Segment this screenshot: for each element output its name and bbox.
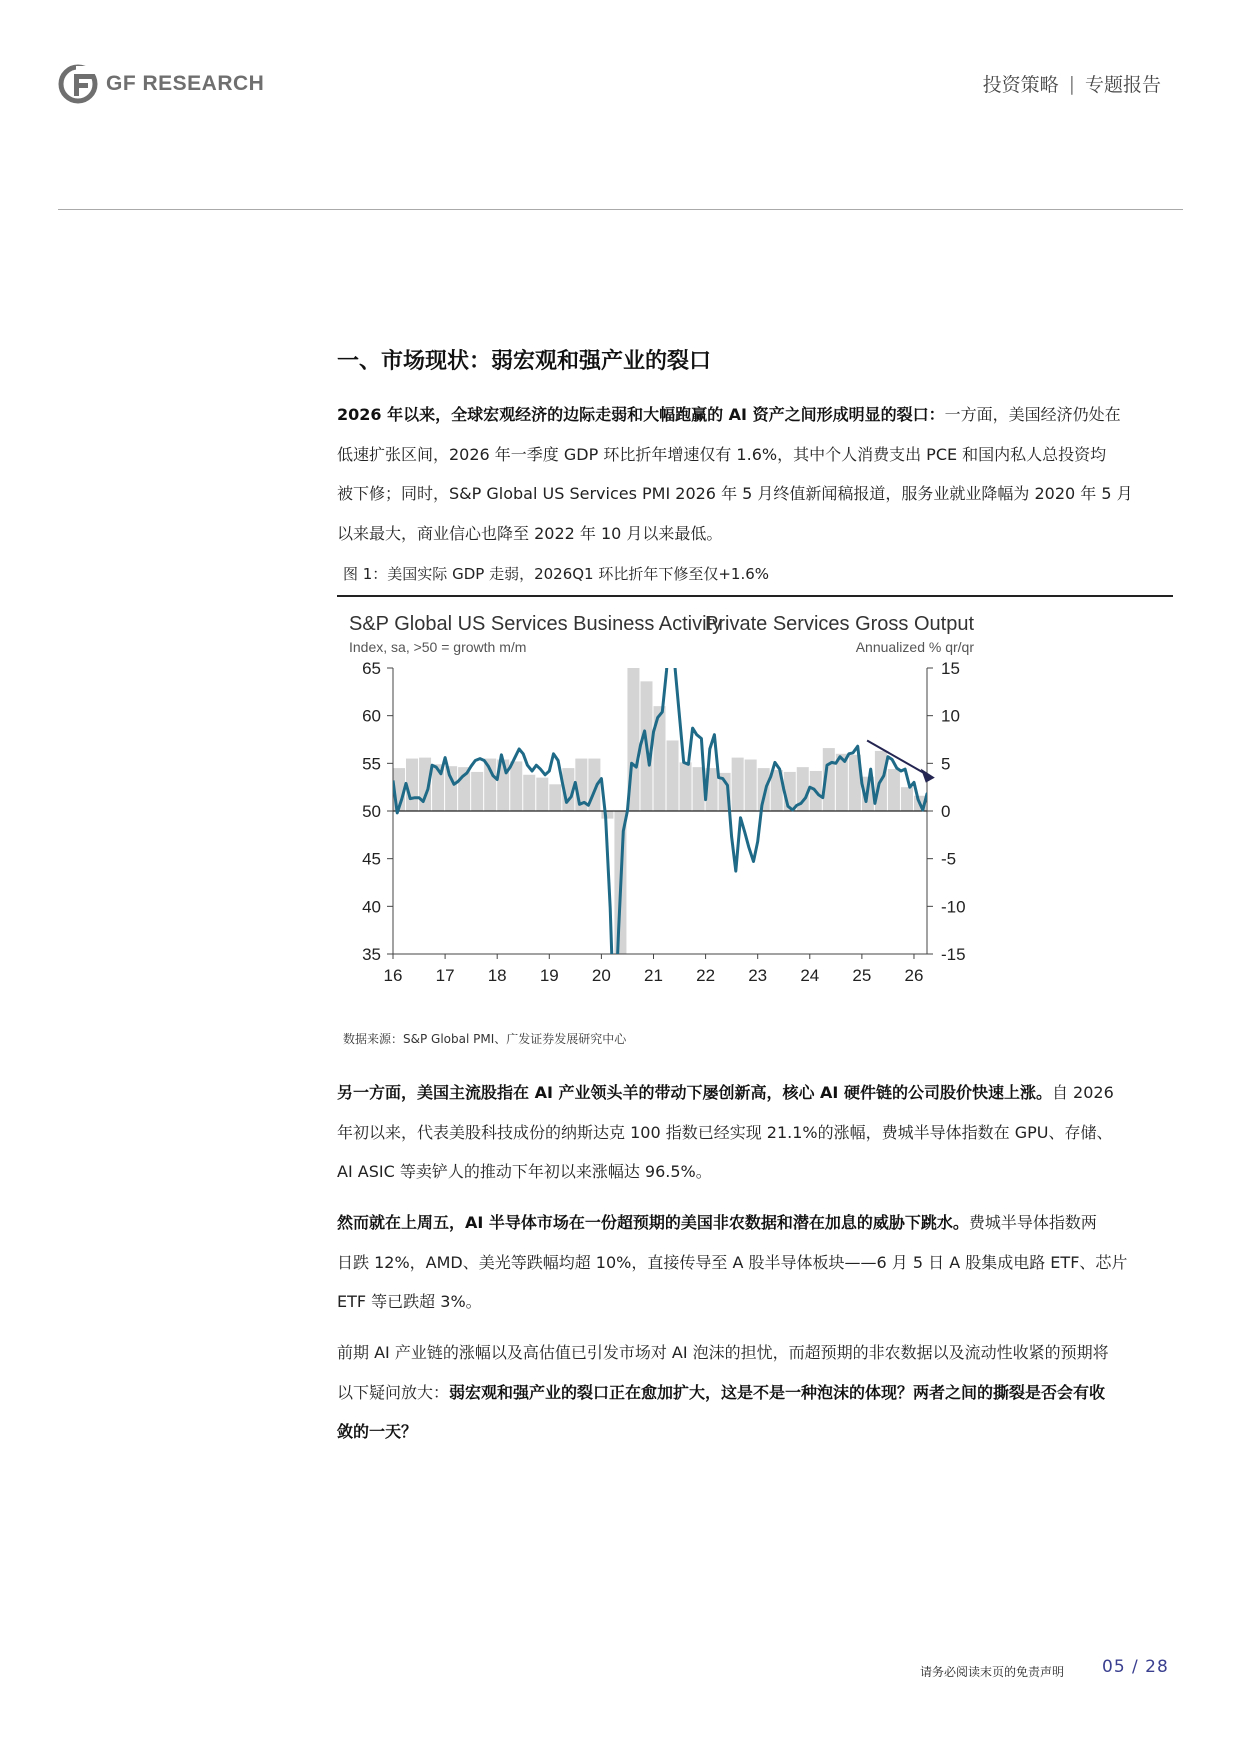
right-tick-label: 0 [941,802,951,821]
x-tick-label: 26 [904,966,924,985]
output-bar [549,784,561,811]
figure-source: 数据来源：S&P Global PMI、广发证券发展研究中心 [343,1032,627,1046]
paragraph-4-line-3 [337,1412,1173,1452]
x-tick-label: 16 [383,966,403,985]
output-bar [471,772,483,811]
left-tick-label: 55 [362,754,381,774]
output-bar [901,787,913,811]
left-tick-label: 40 [362,897,381,917]
paragraph-1-line-1 [337,395,1173,435]
output-bar [680,762,692,811]
paragraph-1-text: 一方面，美国经济仍处在 [944,405,1121,424]
output-bar [484,759,496,811]
output-bar [536,778,548,811]
x-tick-label: 23 [748,966,768,985]
paragraph-4-line-1: 前期 AI 产业链的涨幅以及高估值已引发市场对 AI 泡沫的担忧，而超预期的非农数据以及流动性收紧的预期将 [337,1343,1109,1362]
right-tick-label: -5 [941,849,957,869]
x-tick-label: 18 [487,966,507,985]
gf-logo-icon [58,64,98,104]
paragraph-3 [337,1203,1173,1322]
figure-caption: 图 1：美国实际 GDP 走弱，2026Q1 环比折年下修至仅+1.6% [343,565,770,583]
section-title: 一、市场现状：弱宏观和强产业的裂口 [337,349,712,374]
paragraph-4-text: 以下疑问放大： [337,1382,450,1402]
paragraph-2-text: 自 2026 [1051,1083,1114,1102]
paragraph-1-line-2: 低速扩张区间，2026 年一季度 GDP 环比折年增速仅有 1.6%，其中个人消费支出 PCE 和国内私人总投资均 [337,444,1107,464]
left-tick-label: 45 [362,849,381,869]
x-tick-label: 22 [696,966,716,985]
output-bar [510,761,522,811]
paragraph-3-line-2: 日跌 12%，AMD、美光等跌幅均超 10%，直接传导至 A 股半导体板块——6 月 5 日 A 股集成电路 ETF、芯片 [337,1252,1128,1272]
paragraph-2-line-1 [337,1073,1173,1113]
footer-disclaimer: 请务必阅读末页的免责声明 [920,1665,1065,1679]
right-tick-label: 15 [941,659,960,678]
gf-logo [58,64,264,104]
paragraph-1 [337,395,1173,553]
paragraph-3-text: 费城半导体指数两 [968,1213,1097,1232]
paragraph-4-emphasis: 弱宏观和强产业的裂口正在愈加扩大，这是不是一种泡沫的体现？两者之间的撕裂是否会有收 [449,1382,1106,1402]
right-tick-label: -10 [941,897,966,917]
chart-subtitle-right: Annualized % qr/qr [855,639,974,655]
left-tick-label: 35 [362,945,381,964]
output-bar [732,758,744,811]
output-bar [601,811,613,819]
x-tick-label: 21 [644,966,663,985]
output-bar [523,775,535,811]
paragraph-3-line-3: ETF 等已跌超 3%。 [337,1292,482,1311]
paragraph-1-line-3: 被下修；同时，S&P Global US Services PMI 2026 年 5 月终值新闻稿报道，服务业就业降幅为 2020 年 5 月 [337,484,1133,503]
output-bar [667,740,679,811]
report-category [983,70,1161,97]
left-tick-label: 50 [362,802,381,821]
chart-title-right: Private Services Gross Output [705,613,974,635]
paragraph-2-line-2: 年初以来，代表美股科技成份的纳斯达克 100 指数已经实现 21.1%的涨幅，费城半导体指数在 GPU、存储、 [337,1122,1113,1142]
paragraph-1-lead: 2026 年以来，全球宏观经济的边际走弱和大幅跑赢的 AI 资产之间形成明显的裂口： [337,405,945,424]
x-tick-label: 25 [852,966,872,985]
paragraph-2 [337,1073,1173,1192]
paragraph-1-line-4: 以来最大，商业信心也降至 2022 年 10 月以来最低。 [337,523,723,543]
output-bar [445,766,457,811]
output-bar [745,760,757,811]
paragraph-2-lead: 另一方面，美国主流股指在 AI 产业领头羊的带动下屡创新高，核心 AI 硬件链的公司股价快速上涨。 [337,1083,1052,1102]
output-bar [888,769,900,811]
pmi-chart [337,598,1173,998]
x-tick-label: 20 [591,966,611,985]
left-tick-label: 65 [362,659,381,678]
x-tick-label: 24 [800,966,820,985]
chart-subtitle-left: Index, sa, >50 = growth m/m [349,639,527,655]
paragraph-4 [337,1333,1173,1452]
left-tick-label: 60 [362,706,381,726]
paragraph-2-line-3: AI ASIC 等卖铲人的推动下年初以来涨幅达 96.5%。 [337,1162,712,1181]
logo-text: GF RESEARCH [106,72,265,95]
report-type-label: 专题报告 [1084,74,1161,96]
x-tick-label: 19 [539,966,559,985]
right-tick-label: 5 [941,754,951,774]
right-tick-label: 10 [941,706,960,726]
paragraph-3-line-1 [337,1203,1173,1243]
x-tick-label: 17 [435,966,455,985]
header-divider [58,209,1183,210]
paragraph-3-lead: 然而就在上周五，AI 半导体市场在一份超预期的美国非农数据和潜在加息的威胁下跳水。 [337,1213,969,1232]
trend-arrow-head [921,769,935,783]
paragraph-4-emphasis-end: 敛的一天？ [337,1422,418,1441]
output-bar [758,768,770,811]
figure-rule [337,595,1173,597]
chart-title-left: S&P Global US Services Business Activity [349,613,723,635]
right-tick-label: -15 [941,945,966,964]
page-number: 05 / 28 [1102,1657,1169,1677]
category-label: 投资策略 [982,74,1059,96]
paragraph-4-line-2 [337,1373,1173,1413]
category-separator: | [1068,72,1075,95]
chart-container [337,598,1173,998]
